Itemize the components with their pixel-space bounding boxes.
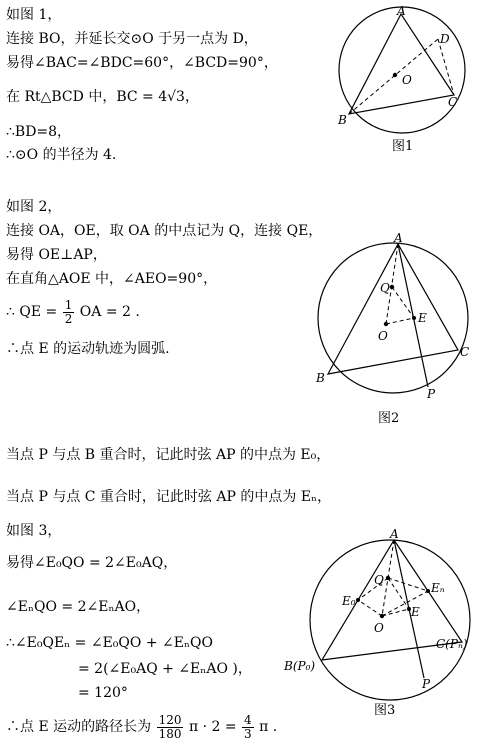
label-P: P	[422, 677, 431, 691]
label-D: D	[440, 32, 450, 46]
label-B: B	[338, 113, 347, 127]
label-O: O	[374, 621, 384, 635]
equation-line: ∠EₙQO = 2∠EₙAO，	[6, 599, 151, 615]
text-line: ∴⊙O 的半径为 4.	[6, 147, 117, 163]
text-line: 如图 3，	[6, 523, 62, 539]
label-A: A	[394, 232, 403, 245]
figure-caption: 图1	[392, 139, 414, 154]
label-C: C(Pₙ)	[436, 637, 468, 651]
label-E: E	[411, 605, 420, 619]
text-line: 当点 P 与点 B 重合时，记此时弦 AP 的中点为 E₀，	[6, 447, 331, 463]
label-A: A	[390, 527, 399, 541]
text-line: 易得 OE⊥AP，	[6, 247, 107, 263]
text-line: 易得∠BAC=∠BDC=60°，∠BCD=90°，	[6, 55, 278, 71]
label-A: A	[397, 4, 406, 18]
figure-caption: 图3	[374, 703, 396, 718]
equation-line: = 2(∠E₀AQ + ∠EₙAO )，	[78, 661, 252, 677]
text-line: 连接 OA，OE，取 OA 的中点记为 Q，连接 QE，	[6, 223, 323, 239]
equation-line: = 120°	[78, 685, 128, 701]
label-O: O	[402, 73, 412, 87]
label-C: C	[460, 345, 470, 359]
text-line: 如图 1，	[6, 7, 62, 23]
label-B: B(P₀)	[284, 659, 316, 673]
text-line: ∴BD=8，	[6, 124, 72, 140]
text-line: 当点 P 与点 C 重合时，记此时弦 AP 的中点为 Eₙ，	[6, 489, 332, 505]
label-P: P	[427, 387, 436, 401]
text-line: ∴点 E 的运动轨迹为圆弧.	[6, 341, 170, 357]
equation-qe: ∴ QE = $\frac{1}{2}$ OA = 2 .	[6, 297, 140, 326]
figure-2	[306, 232, 500, 428]
equation-line: ∴∠E₀QEₙ = ∠E₀QO + ∠EₙQO	[6, 635, 213, 651]
text-line: 如图 2，	[6, 199, 62, 215]
label-E: E	[418, 311, 427, 325]
text-line: 在 Rt△BCD 中，BC = 4√3，	[6, 89, 199, 105]
figure-3	[280, 524, 500, 724]
text-line: 连接 BO，并延长交⊙O 于另一点为 D，	[6, 31, 258, 47]
figure-1	[330, 2, 500, 160]
label-En: Eₙ	[431, 581, 445, 595]
equation-line: 易得∠E₀QO = 2∠E₀AQ，	[6, 555, 178, 571]
label-O: O	[378, 329, 388, 343]
text-line: 在直角△AOE 中，∠AEO=90°，	[6, 271, 218, 287]
label-C: C	[448, 95, 458, 109]
label-Q: Q	[374, 573, 384, 587]
label-E0: E₀	[342, 594, 356, 608]
equation-final: ∴点 E 运动的路径长为 $\frac{120}{180}$ π · 2 = $\frac{4}{3}$ π .	[6, 712, 278, 741]
label-Q: Q	[380, 281, 390, 295]
figure-caption: 图2	[378, 411, 400, 426]
label-B: B	[316, 371, 325, 385]
